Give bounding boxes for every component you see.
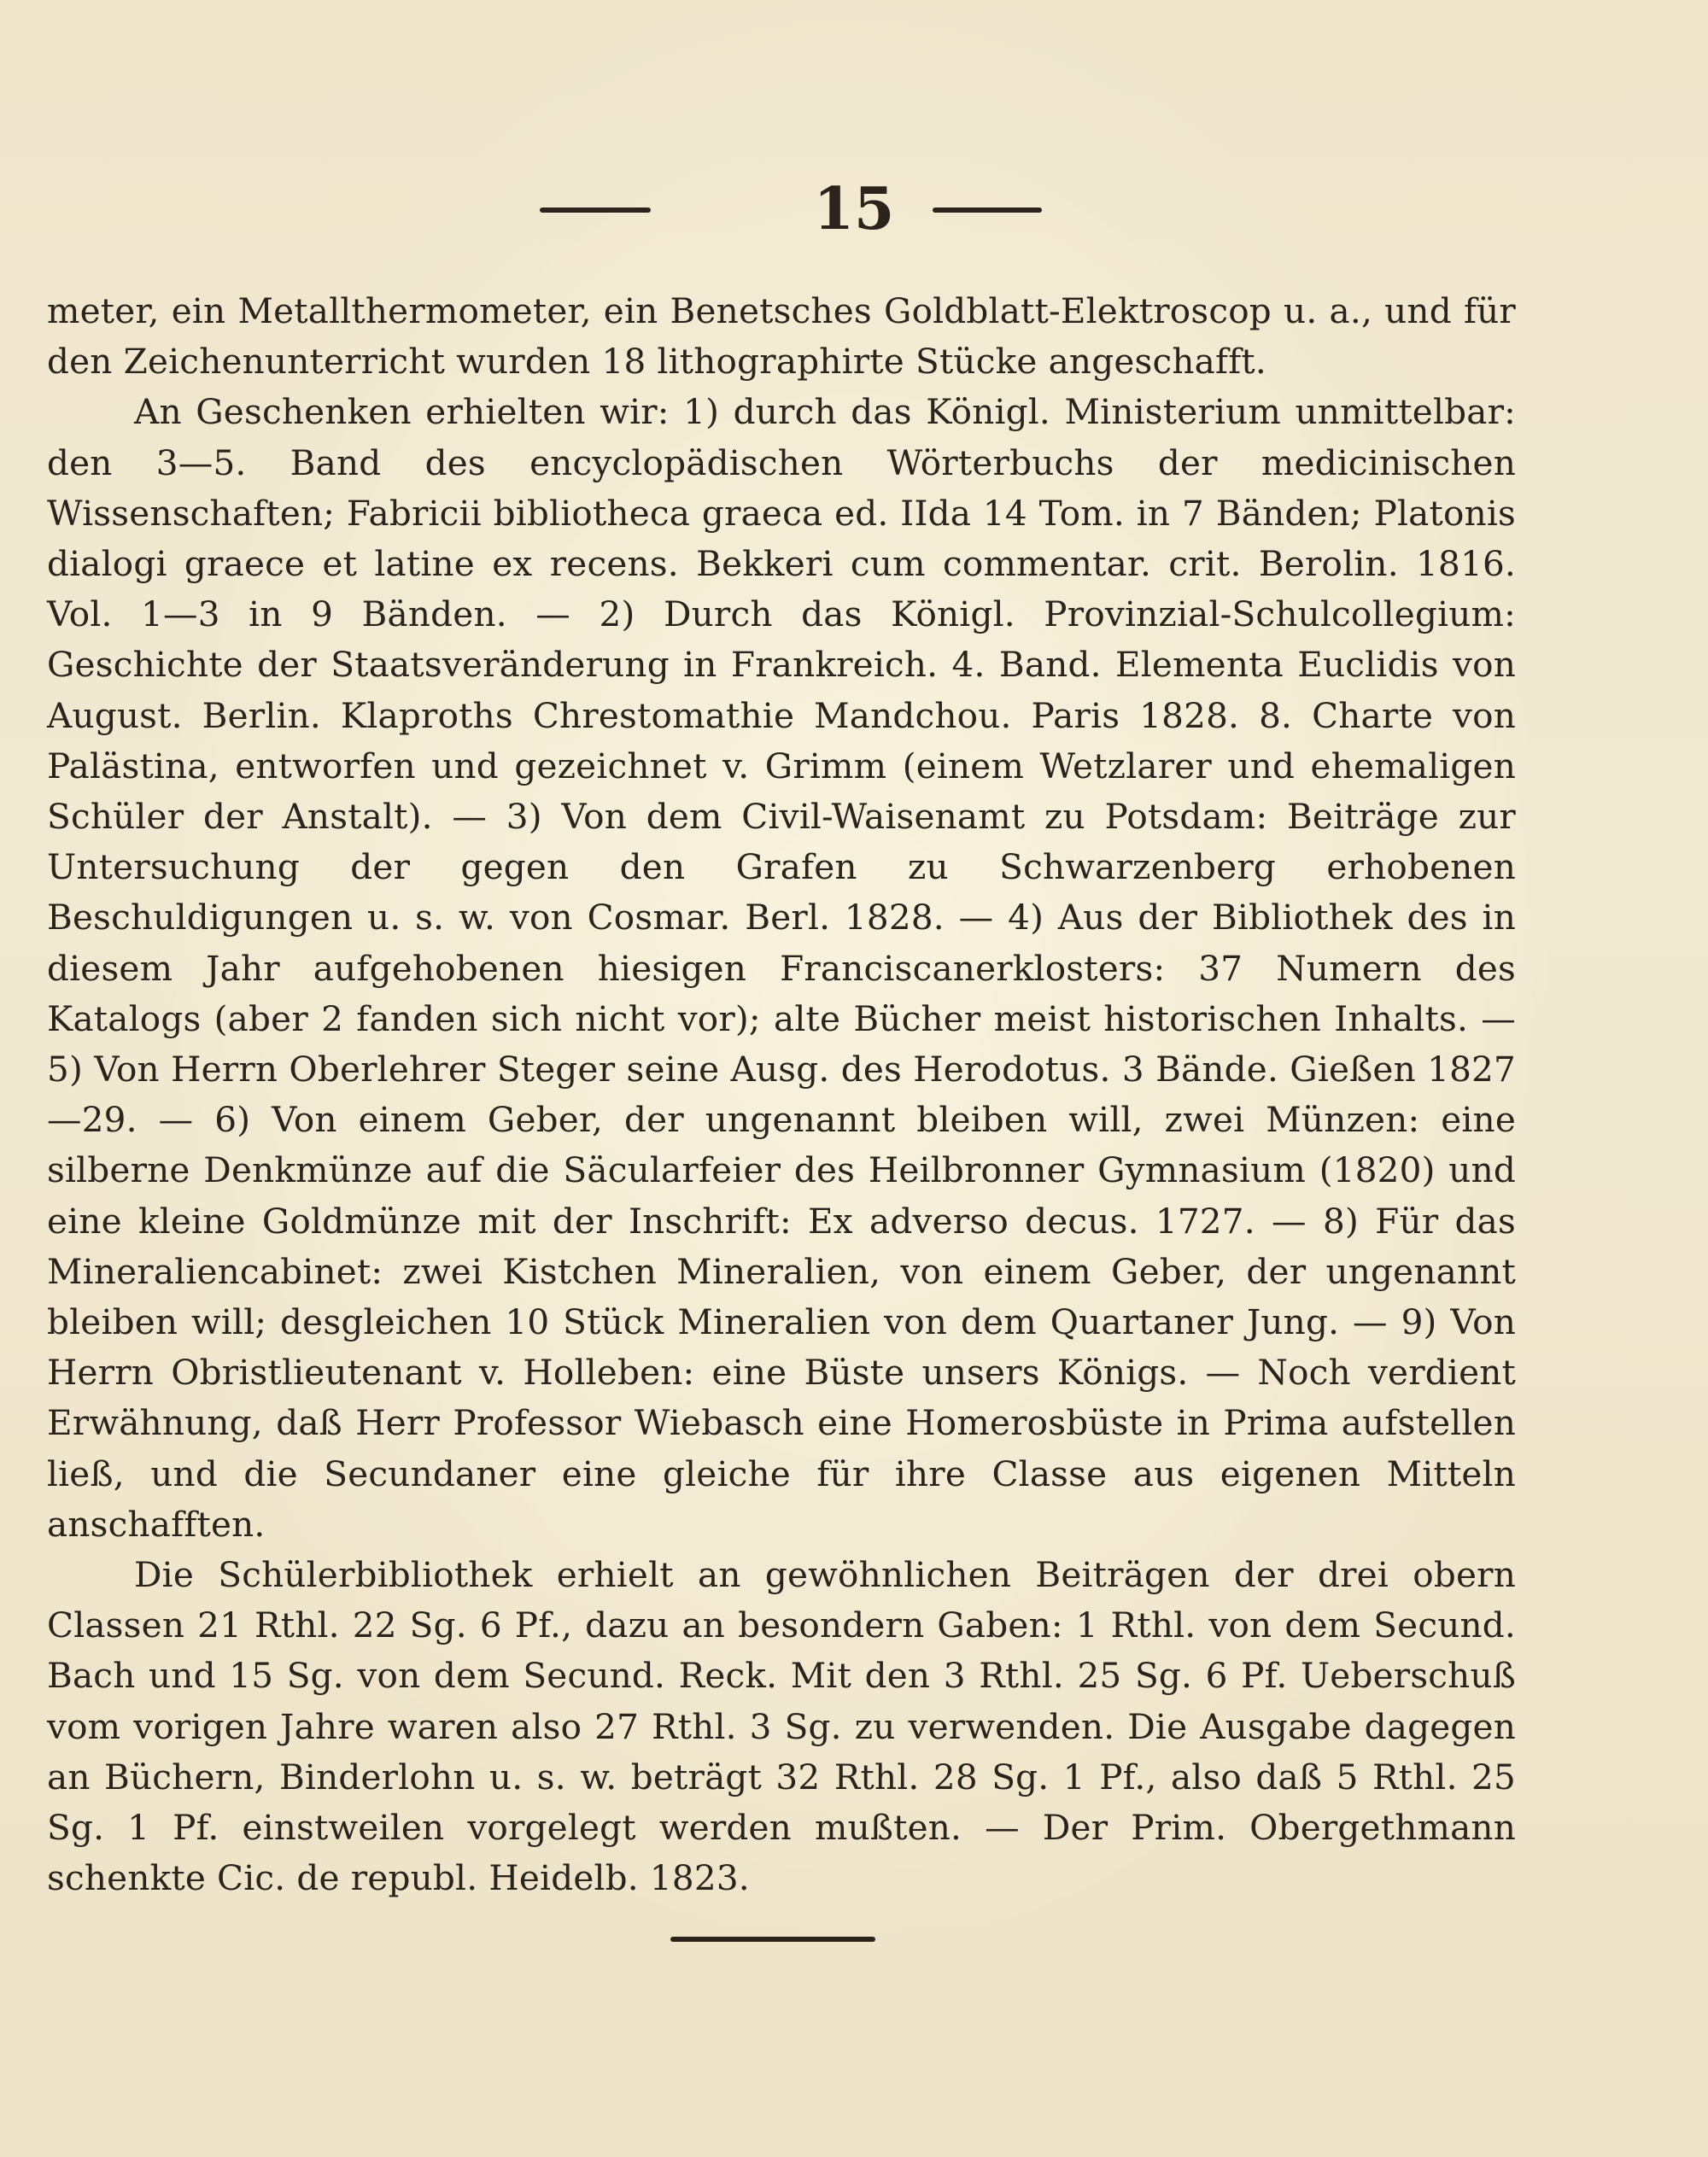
page-number: 15	[813, 175, 895, 243]
paragraph-continuation: meter, ein Metallthermometer, ein Benetsches Goldblatt-Elektroscop u. a., und für den Zeichenunterricht wurden 18 lithographirte Stücke angeschafft.	[47, 290, 1516, 383]
page-header	[0, 175, 1708, 243]
paragraph-gifts: An Geschenken erhielten wir: 1) durch das Königl. Ministerium unmittelbar: den 3—5. Band des encyclopädischen Wörterbuchs der medicinischen Wissenschaften; Fabricii bibliotheca graeca ed. IIda 14 Tom. in 7 Bänden; Platonis dialogi graece et latine ex recens. Bekkeri cum commentar. crit. Berolin. 1816. Vol. 1—3 in 9 Bänden. — 2) Durch das Königl. Provinzial-Schulcollegium: Geschichte der Staatsveränderung in Frankreich. 4. Band. Elementa Euclidis von August. Berlin. Klaproths Chrestomathie Mandchou. Paris 1828. 8. Charte von Palästina, entworfen und gezeichnet v. Grimm (einem Wetzlarer und ehemaligen Schüler der Anstalt). — 3) Von dem Civil-Waisenamt zu Potsdam: Beiträge zur Untersuchung der gegen den Grafen zu Schwarzenberg erhobenen Beschuldigungen u. s. w. von Cosmar. Berl. 1828. — 4) Aus der Bibliothek des in diesem Jahr aufgehobenen hiesigen Franciscanerklosters: 37 Numern des Katalogs (aber 2 fanden sich nicht vor); alte Bücher meist historischen Inhalts. — 5) Von Herrn Oberlehrer Steger seine Ausg. des Herodotus. 3 Bände. Gießen 1827—29. — 6) Von einem Geber, der ungenannt bleiben will, zwei Münzen: eine silberne Denkmünze auf die Säcularfeier des Heilbronner Gymnasium (1820) und eine kleine Goldmünze mit der Inschrift: Ex adverso decus. 1727. — 8) Für das Mineraliencabinet: zwei Kistchen Mineralien, von einem Geber, der ungenannt bleiben will; desgleichen 10 Stück Mineralien von dem Quartaner Jung. — 9) Von Herrn Obristlieutenant v. Holleben: eine Büste unsers Königs. — Noch verdient Erwähnung, daß Herr Professor Wiebasch eine Homerosbüste in Prima aufstellen ließ, und die Secundaner eine gleiche für ihre Classe aus eigenen Mitteln anschafften.	[47, 391, 1516, 1545]
body-text	[47, 286, 1516, 1904]
header-rule-right	[933, 208, 1042, 213]
footer-rule	[670, 1937, 875, 1942]
paragraph-student-library: Die Schülerbibliothek erhielt an gewöhnlichen Beiträgen der drei obern Classen 21 Rthl. 22 Sg. 6 Pf., dazu an besondern Gaben: 1 Rthl. von dem Secund. Bach und 15 Sg. von dem Secund. Reck. Mit den 3 Rthl. 25 Sg. 6 Pf. Ueberschuß vom vorigen Jahre waren also 27 Rthl. 3 Sg. zu verwenden. Die Ausgabe dagegen an Büchern, Binderlohn u. s. w. beträgt 32 Rthl. 28 Sg. 1 Pf., also daß 5 Rthl. 25 Sg. 1 Pf. einstweilen vorgelegt werden mußten. — Der Prim. Obergethmann schenkte Cic. de republ. Heidelb. 1823.	[47, 1554, 1516, 1899]
